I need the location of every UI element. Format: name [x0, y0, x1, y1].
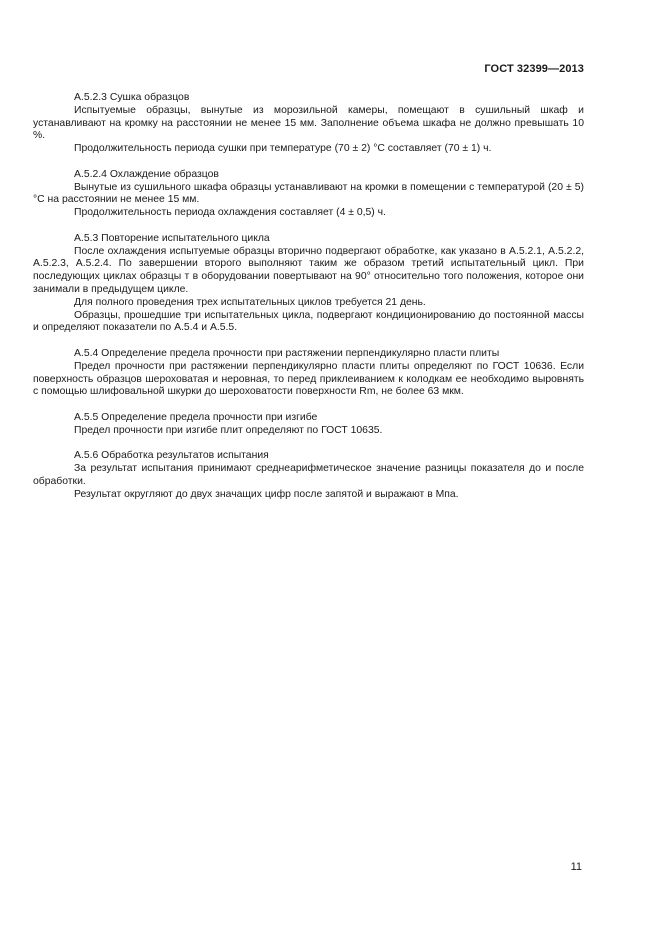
paragraph: Для полного проведения трех испытательных циклов требуется 21 день.: [74, 296, 426, 308]
section-spacer: [33, 335, 584, 348]
section-a55: [33, 412, 584, 438]
section-title: А.5.5 Определение предела прочности при изгибе: [74, 411, 318, 423]
section-a524: [33, 169, 584, 220]
paragraph: Предел прочности при изгибе плит определяют по ГОСТ 10635.: [74, 424, 383, 436]
section-spacer: [33, 220, 584, 233]
section-spacer: [33, 399, 584, 412]
section-a53: [33, 233, 584, 335]
section-title: А.5.2.3 Сушка образцов: [74, 92, 190, 103]
document-header: [484, 63, 584, 75]
paragraph: Образцы, прошедшие три испытательных цикла, подвергают кондиционированию до постоянной массы и определяют показатели по А.5.4 и А.5.5.: [33, 309, 584, 334]
section-spacer: [33, 438, 584, 451]
section-spacer: [33, 156, 584, 169]
paragraph: Результат округляют до двух значащих цифр после запятой и выражают в Мпа.: [74, 488, 459, 500]
paragraph: Испытуемые образцы, вынутые из морозильной камеры, помещают в сушильный шкаф и устанавливают на кромку на расстоянии не менее 15 мм. Заполнение объема шкафа не должно превышать 10 %.: [33, 104, 584, 142]
paragraph: Продолжительность периода сушки при температуре (70 ± 2) °С составляет (70 ± 1) ч.: [74, 143, 492, 155]
section-a56: [33, 450, 584, 501]
document-body: [33, 92, 584, 502]
section-title: А.5.3 Повторение испытательного цикла: [74, 232, 270, 244]
section-a523: [33, 92, 584, 156]
section-title: А.5.6 Обработка результатов испытания: [74, 450, 269, 462]
standard-number: ГОСТ 32399—2013: [484, 63, 584, 75]
paragraph: Предел прочности при растяжении перпендикулярно пласти плиты определяют по ГОСТ 10636. Если поверхность образцов шероховатая и неровная, то перед приклеиванием к колодкам ее необходимо выровнять с помощью шлифовальной шкурки до шероховатости поверхности Rm, не более 63 мкм.: [33, 360, 584, 398]
page-number: 11: [570, 861, 582, 873]
paragraph: Продолжительность периода охлаждения составляет (4 ± 0,5) ч.: [74, 207, 386, 219]
paragraph: После охлаждения испытуемые образцы вторично подвергают обработке, как указано в А.5.2.1, А.5.2.2, А.5.2.3, А.5.2.4. По завершении второго выполняют таким же образом третий испытательный цикл. При последующих циклах образцы т в оборудовании повертывают на 90° относительно того положения, которое они занимали в предыдущем цикле.: [33, 245, 584, 295]
section-title: А.5.2.4 Охлаждение образцов: [74, 168, 219, 180]
section-a54: [33, 348, 584, 399]
section-title: А.5.4 Определение предела прочности при растяжении перпендикулярно пласти плиты: [74, 347, 500, 359]
paragraph: Вынутые из сушильного шкафа образцы устанавливают на кромки в помещении с температурой (20 ± 5) °С на расстоянии не менее 15 мм.: [33, 181, 584, 206]
paragraph: За результат испытания принимают среднеарифметическое значение разницы показателя до и после обработки.: [33, 463, 584, 487]
